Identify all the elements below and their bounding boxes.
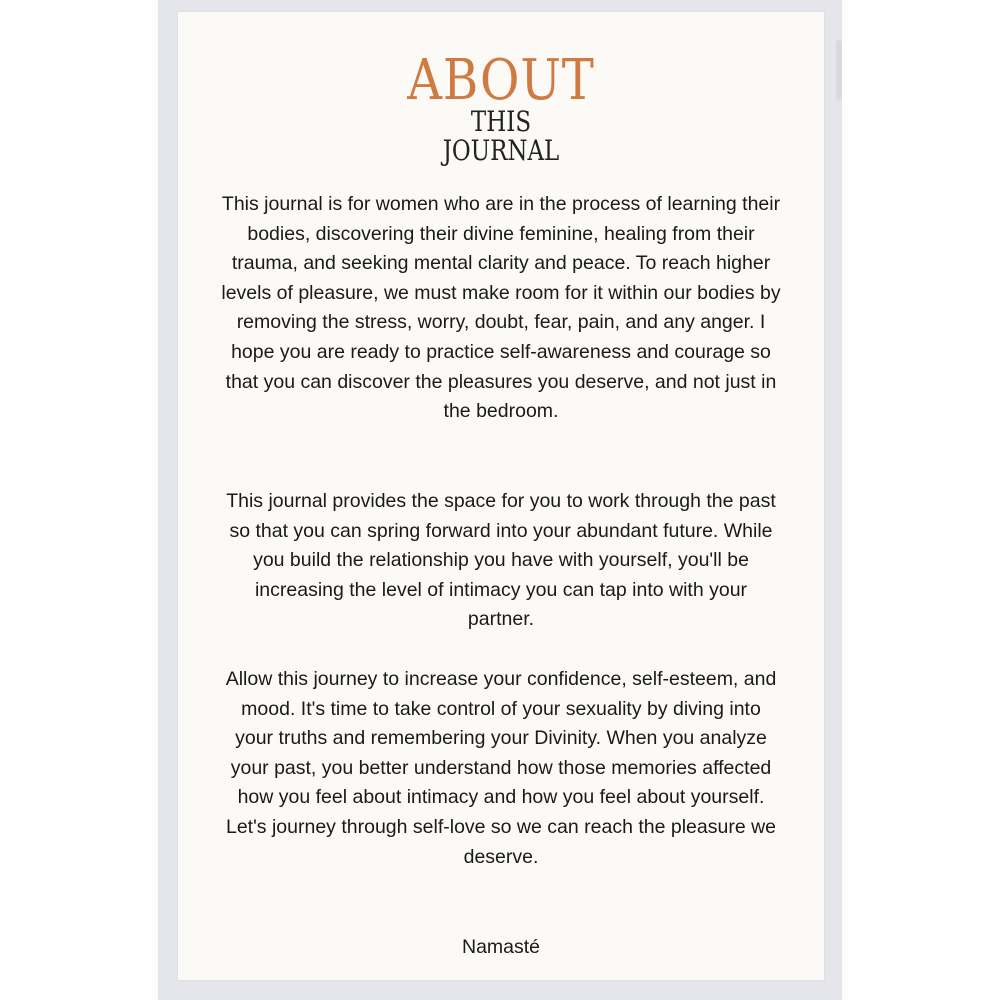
journal-page (178, 12, 824, 980)
scrollbar-thumb[interactable] (836, 40, 842, 100)
signoff-text: Namasté (461, 936, 541, 958)
heading-this: THIS (470, 105, 532, 138)
heading-journal: JOURNAL (442, 134, 560, 167)
paragraph-journey: Allow this journey to increase your confidence, self-esteem, and mood. It's time to take control of your sexuality by diving into your truths and remembering your Divinity. When you analyze your past, you better understand how those memories affected how you feel about intimacy and how you feel about yourself. Let's journey through self-love so we can reach the pleasure we deserve. (225, 668, 777, 868)
paragraph-intro: This journal is for women who are in the process of learning their bodies, discovering their divine feminine, healing from their trauma, and seeking mental clarity and peace. To reach higher levels of pleasure, we must make room for it within our bodies by removing the stress, worry, doubt, fear, pain, and any anger. I hope you are ready to practice self-awareness and courage so that you can discover the pleasures you deserve, and not just in the bedroom. (221, 193, 781, 423)
paragraph-space: This journal provides the space for you to work through the past so that you can spring forward into your abundant future. While you build the relationship you have with yourself, you'll be increasing the level of intimacy you can tap into with your partner. (226, 490, 776, 631)
heading-about: ABOUT (407, 48, 595, 113)
